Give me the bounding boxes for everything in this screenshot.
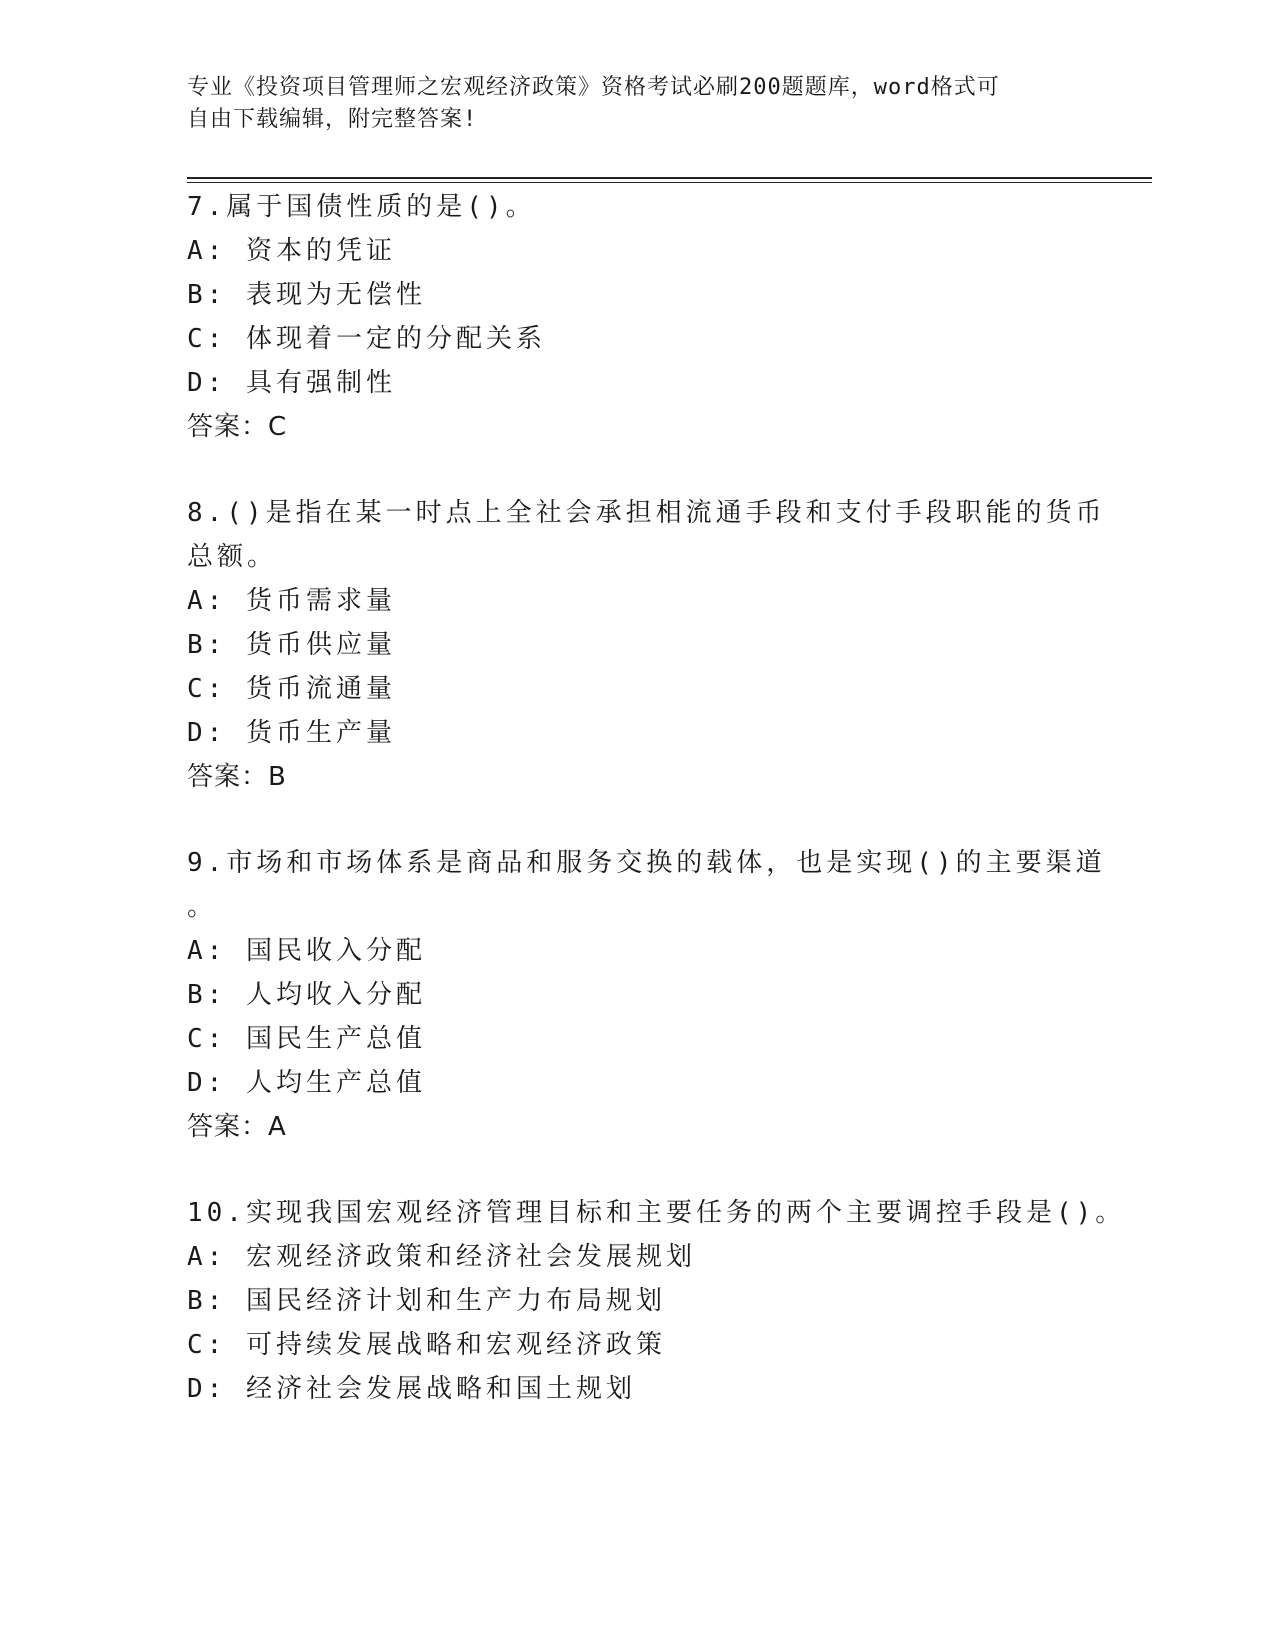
question-9-stem-line-2: 。 <box>187 892 218 922</box>
question-10-option-c: C: 可持续发展战略和宏观经济政策 <box>187 1330 666 1360</box>
question-9-stem-line-1: 9.市场和市场体系是商品和服务交换的载体，也是实现()的主要渠道 <box>187 848 1106 878</box>
question-8-option-b: B: 货币供应量 <box>187 630 396 660</box>
question-9-option-d: D: 人均生产总值 <box>187 1068 426 1098</box>
header-line-1: 专业《投资项目管理师之宏观经济政策》资格考试必刷200题题库，word格式可 <box>187 75 1000 100</box>
question-7-answer: 答案：C <box>187 412 288 442</box>
question-8-option-d: D: 货币生产量 <box>187 718 396 748</box>
question-8-option-a: A: 货币需求量 <box>187 586 396 616</box>
question-7-option-b: B: 表现为无偿性 <box>187 280 426 310</box>
question-9-option-b: B: 人均收入分配 <box>187 980 426 1010</box>
question-7-stem: 7.属于国债性质的是()。 <box>187 192 536 222</box>
question-8-stem-line-2: 总额。 <box>187 542 278 572</box>
header-divider-thin <box>187 182 1152 183</box>
question-8-option-c: C: 货币流通量 <box>187 674 396 704</box>
question-10-option-d: D: 经济社会发展战略和国土规划 <box>187 1374 636 1404</box>
question-7-option-a: A: 资本的凭证 <box>187 236 396 266</box>
question-10-option-a: A: 宏观经济政策和经济社会发展规划 <box>187 1242 696 1272</box>
question-9-option-a: A: 国民收入分配 <box>187 936 426 966</box>
header-line-2: 自由下载编辑，附完整答案! <box>187 107 478 132</box>
question-7-option-d: D: 具有强制性 <box>187 368 396 398</box>
question-9-answer: 答案：A <box>187 1112 287 1142</box>
document-header-note <box>187 72 1067 136</box>
question-8-answer: 答案：B <box>187 762 287 792</box>
question-8-stem-line-1: 8.()是指在某一时点上全社会承担相流通手段和支付手段职能的货币 <box>187 498 1106 528</box>
header-divider-thick <box>187 177 1152 179</box>
question-7-option-c: C: 体现着一定的分配关系 <box>187 324 546 354</box>
question-10-option-b: B: 国民经济计划和生产力布局规划 <box>187 1286 666 1316</box>
question-9-option-c: C: 国民生产总值 <box>187 1024 426 1054</box>
question-10-stem: 10.实现我国宏观经济管理目标和主要任务的两个主要调控手段是()。 <box>187 1198 1126 1228</box>
